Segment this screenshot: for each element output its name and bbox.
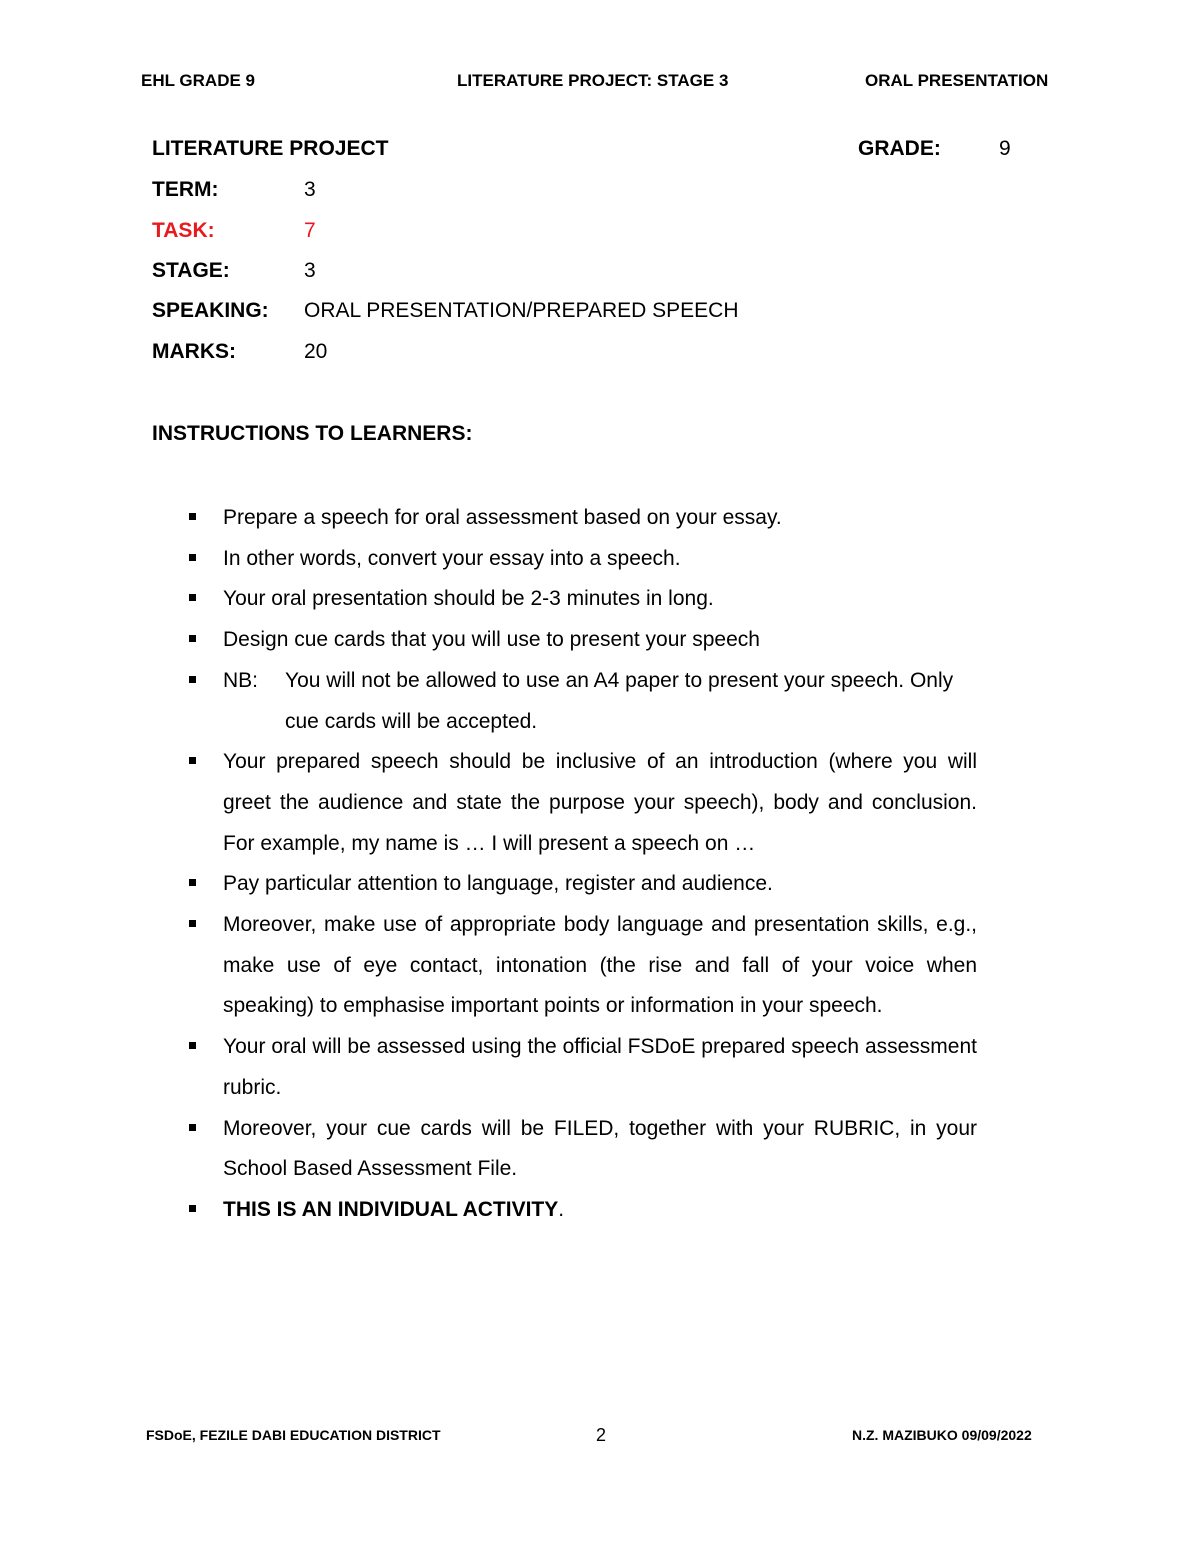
nb-label: NB: xyxy=(223,668,259,692)
instruction-text: Your prepared speech should be inclusive of an introduction (where you will greet the audience and state the purpose your speech), body and conclusion. For example, my name is … I will present a speech on … xyxy=(223,750,977,855)
bullet-icon xyxy=(189,920,196,927)
term-value: 3 xyxy=(304,178,316,201)
list-item-final xyxy=(152,1190,982,1231)
instruction-text: Your oral will be assessed using the official FSDoE prepared speech assessment rubric. xyxy=(223,1035,977,1099)
header-left: EHL GRADE 9 xyxy=(141,71,255,90)
grade-label: GRADE: xyxy=(858,137,941,160)
page-number: 2 xyxy=(596,1425,607,1445)
instruction-text: Moreover, your cue cards will be FILED, together with your RUBRIC, in your School Based Assessment File. xyxy=(223,1116,977,1181)
bullet-icon xyxy=(189,635,196,642)
bullet-icon xyxy=(189,1124,196,1131)
final-punctuation: . xyxy=(558,1197,565,1221)
list-item xyxy=(152,1109,977,1190)
marks-label: MARKS: xyxy=(152,340,236,363)
instruction-text: In other words, convert your essay into a speech. xyxy=(223,546,681,570)
list-item xyxy=(152,498,982,539)
bullet-icon xyxy=(189,513,196,520)
footer-right: N.Z. MAZIBUKO 09/09/2022 xyxy=(852,1427,1032,1443)
bullet-icon xyxy=(189,1042,196,1049)
stage-label: STAGE: xyxy=(152,259,230,282)
instructions-heading: INSTRUCTIONS TO LEARNERS: xyxy=(152,422,473,445)
task-value: 7 xyxy=(304,219,316,242)
header-right: ORAL PRESENTATION xyxy=(865,71,1049,90)
list-item xyxy=(152,539,982,580)
list-item xyxy=(152,905,977,1027)
instructions-list xyxy=(152,498,982,1231)
instruction-text: Moreover, make use of appropriate body language and presentation skills, e.g., make use of eye contact, intonation (the rise and fall of your voice when speaking) to emphasise important points or information in your speech. xyxy=(223,913,977,1018)
bullet-icon xyxy=(189,594,196,601)
list-item xyxy=(152,864,982,905)
nb-note xyxy=(223,661,982,742)
bullet-icon xyxy=(189,757,196,764)
bullet-icon xyxy=(189,554,196,561)
bullet-icon xyxy=(189,1205,196,1212)
list-item xyxy=(152,620,982,661)
speaking-label: SPEAKING: xyxy=(152,299,269,322)
instruction-text: Design cue cards that you will use to present your speech xyxy=(223,628,760,652)
nb-text: You will not be allowed to use an A4 paper to present your speech. Only cue cards will be accepted. xyxy=(285,668,954,733)
instruction-text: Pay particular attention to language, register and audience. xyxy=(223,872,773,896)
marks-value: 20 xyxy=(304,340,328,363)
list-item xyxy=(152,1027,977,1108)
instruction-text: Prepare a speech for oral assessment based on your essay. xyxy=(223,506,782,529)
list-item xyxy=(152,742,977,864)
header-center: LITERATURE PROJECT: STAGE 3 xyxy=(457,71,729,90)
grade-value: 9 xyxy=(999,137,1011,160)
individual-activity-note: THIS IS AN INDIVIDUAL ACTIVITY xyxy=(223,1197,559,1221)
instruction-text: Your oral presentation should be 2-3 minutes in long. xyxy=(223,587,714,611)
speaking-value: ORAL PRESENTATION/PREPARED SPEECH xyxy=(304,299,739,322)
list-item-nb xyxy=(152,661,982,742)
bullet-icon xyxy=(189,879,196,886)
task-label: TASK: xyxy=(152,219,215,242)
term-label: TERM: xyxy=(152,178,219,201)
list-item xyxy=(152,579,982,620)
bullet-icon xyxy=(189,676,196,683)
stage-value: 3 xyxy=(304,259,316,282)
project-title: LITERATURE PROJECT xyxy=(152,137,389,160)
footer-left: FSDoE, FEZILE DABI EDUCATION DISTRICT xyxy=(146,1427,441,1443)
